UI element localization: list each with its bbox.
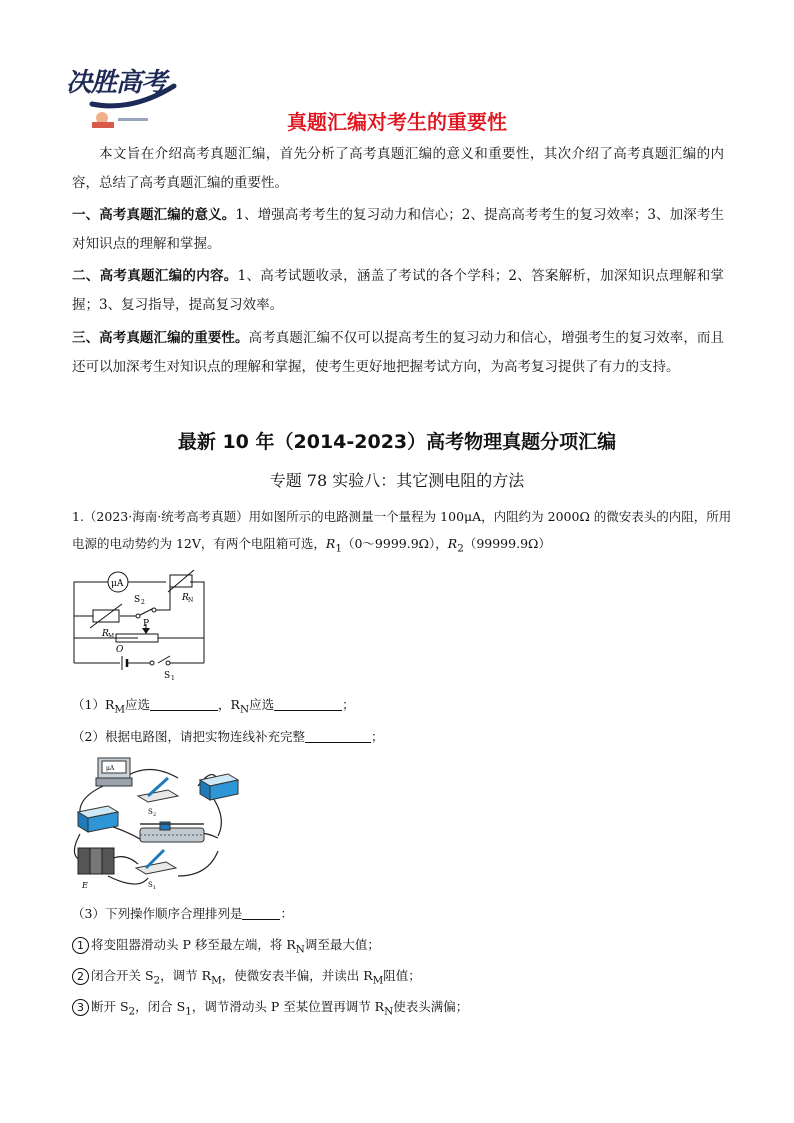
section-2-body: 1、高考试题收录，涵盖了考试的各个学科；2、答案解析，加深知识点理解和掌握；3、复习指导，提高复习效率。 — [72, 268, 724, 313]
step-3-text-3: ，调节滑动头 P 至某位置再调节 R — [191, 999, 385, 1014]
r1-symbol: R — [325, 536, 336, 551]
rm-sub: M — [108, 633, 115, 640]
r2-sub: 2 — [457, 542, 464, 555]
sub2-end: ； — [370, 729, 384, 744]
step-3 — [72, 993, 732, 1026]
sub2-text: （2）根据电路图，请把实物连线补充完整 — [72, 729, 305, 744]
sub-question-2 — [72, 723, 732, 750]
apparatus-s2-label: S — [148, 808, 153, 816]
step-3-text-2: ，闭合 S — [135, 999, 186, 1014]
apparatus-s1-sub: 1 — [153, 885, 157, 891]
answer-blank-rn[interactable] — [274, 696, 342, 711]
sub1-rn-sub: N — [239, 703, 250, 716]
step-3-sub: 2 — [128, 1005, 136, 1018]
section-3-body: 高考真题汇编不仅可以提高考生的复习动力和信心，增强考生的复习效率，而且还可以加深考生对知识点的理解和掌握，使考生更好地把握考试方向，为高考复习提供了有力的支持。 — [72, 330, 725, 375]
rheostat-icon — [140, 822, 204, 842]
s2-sub: 2 — [141, 599, 145, 606]
step-2-sub: 2 — [153, 974, 161, 987]
step-1-text-end: 调至最大值； — [304, 937, 380, 952]
sub1-rm-sub: M — [114, 703, 126, 716]
sub-question-1 — [72, 691, 732, 724]
sub1-rm: （1）R — [72, 697, 115, 712]
step-1-text: 将变阻器滑动头 P 移至最左端，将 R — [91, 937, 296, 952]
section-1-head: 一、高考真题汇编的意义。 — [72, 207, 236, 223]
logo-text: 决胜高考 — [66, 68, 167, 98]
s1-label: S — [164, 671, 171, 681]
section-3-head: 三、高考真题汇编的重要性。 — [72, 330, 249, 346]
sub1-rn: ，R — [218, 697, 240, 712]
sub1-choose-1: 应选 — [125, 697, 151, 712]
resistance-box-icon — [78, 806, 118, 832]
circuit-diagram — [68, 570, 213, 685]
rm-label: R — [102, 629, 109, 639]
sub-heading: 专题 78 实验八：其它测电阻的方法 — [269, 471, 525, 490]
rn-label: R — [182, 593, 189, 603]
step-2-text: 闭合开关 S — [91, 968, 154, 983]
step-number-badge: 2 — [72, 968, 89, 985]
s2-label: S — [134, 595, 141, 605]
microammeter-icon — [96, 758, 132, 786]
intro-paragraph: 本文旨在介绍高考真题汇编，首先分析了高考真题汇编的意义和重要性，其次介绍了高考真题汇编的内容，总结了高考真题汇编的重要性。 — [72, 146, 724, 191]
apparatus-diagram — [68, 756, 248, 894]
step-2-sub-2: M — [211, 974, 222, 987]
apparatus-s1-label: S — [148, 881, 153, 889]
o-label: O — [116, 645, 124, 655]
section-2-head: 二、高考真题汇编的内容。 — [72, 268, 238, 284]
answer-blank-order[interactable] — [242, 905, 280, 920]
sub-question-3 — [72, 900, 732, 927]
question-stem — [72, 503, 732, 563]
document-title: 真题汇编对考生的重要性 — [287, 110, 507, 134]
step-2-text-end: 阻值； — [383, 968, 421, 983]
meter-label: μA — [111, 579, 124, 589]
sub3-end: ： — [280, 906, 293, 921]
sub3-text: （3）下列操作顺序合理排列是 — [72, 906, 243, 921]
switch-icon — [136, 850, 176, 891]
sub1-end: ； — [342, 697, 355, 712]
rn-sub: N — [188, 597, 194, 604]
r1-range: （0～9999.9Ω）， — [341, 536, 448, 551]
apparatus-e-label: E — [82, 881, 88, 890]
step-2-sub-3: M — [372, 974, 384, 987]
step-3-text-end: 使表头满偏； — [393, 999, 469, 1014]
r2-symbol: R — [447, 536, 458, 551]
p-label: P — [143, 619, 150, 629]
step-1 — [72, 931, 732, 964]
step-2 — [72, 962, 732, 995]
section-3 — [72, 324, 724, 382]
r1-sub: 1 — [335, 542, 342, 555]
answer-blank-rm[interactable] — [150, 696, 218, 711]
switch-icon — [138, 778, 178, 818]
step-2-text-3: ，使微安表半偏，并读出 R — [221, 968, 373, 983]
apparatus-meter-label: μA — [106, 765, 115, 772]
step-3-sub-3: N — [384, 1005, 394, 1018]
step-3-text: 断开 S — [91, 999, 129, 1014]
sub1-choose-2: 应选 — [249, 697, 275, 712]
battery-icon — [78, 848, 114, 890]
s1-sub: 1 — [171, 675, 175, 682]
step-1-sub: N — [295, 943, 305, 956]
section-1-body: 1、增强高考考生的复习动力和信心；2、提高高考考生的复习效率；3、加深考生对知识点的理解和掌握。 — [72, 207, 724, 252]
main-heading: 最新 10 年（2014-2023）高考物理真题分项汇编 — [177, 431, 617, 453]
answer-blank-wiring[interactable] — [305, 728, 371, 743]
apparatus-s2-sub: 2 — [153, 812, 157, 818]
step-2-text-2: ，调节 R — [160, 968, 212, 983]
section-2 — [72, 262, 724, 320]
section-1 — [72, 201, 724, 259]
step-number-badge: 3 — [72, 999, 89, 1016]
step-3-sub-2: 1 — [185, 1005, 192, 1018]
step-number-badge: 1 — [72, 937, 89, 954]
question-stem-text: 1.（2023·海南·统考高考真题）用如图所示的电路测量一个量程为 100μA，内阻约为 2000Ω 的微安表头的内阻，所用电源的电动势约为 12V，有两个电阻箱可选， — [72, 509, 732, 551]
r2-range: （99999.9Ω） — [463, 536, 551, 551]
